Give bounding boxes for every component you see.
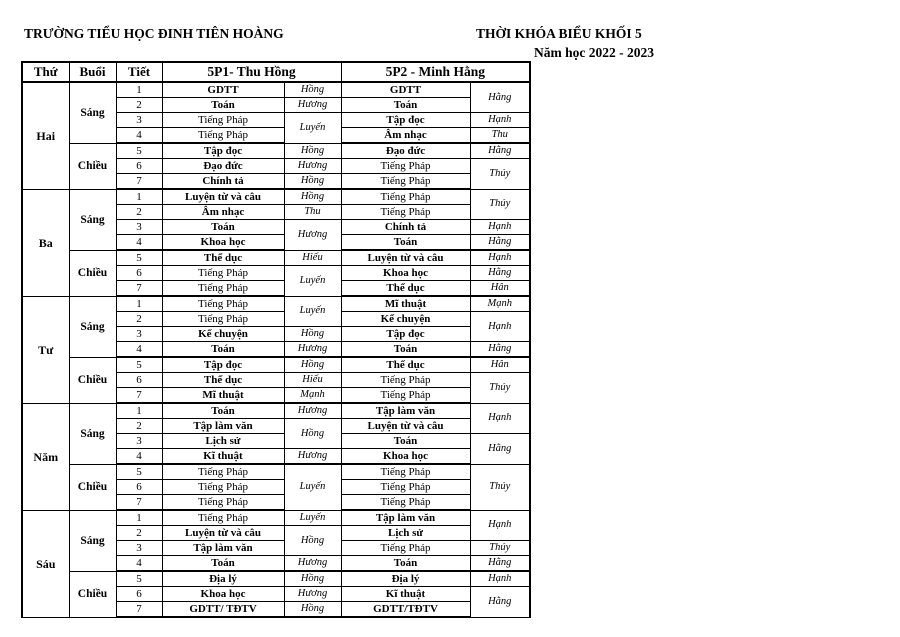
teacher-5p1: Hương xyxy=(284,449,341,465)
subject-5p2: Khoa học xyxy=(341,449,470,465)
teacher-5p2: Thúy xyxy=(470,159,530,190)
subject-5p2: Toán xyxy=(341,235,470,251)
teacher-5p2: Hằng xyxy=(470,82,530,113)
subject-5p2: GDTT/TĐTV xyxy=(341,602,470,618)
teacher-5p1: Hiếu xyxy=(284,373,341,388)
teacher-5p2: Thúy xyxy=(470,189,530,220)
period-number: 2 xyxy=(116,419,162,434)
period-number: 7 xyxy=(116,388,162,404)
subject-5p2: Lịch sử xyxy=(341,526,470,541)
subject-5p1: Thể dục xyxy=(162,373,284,388)
period-number: 2 xyxy=(116,98,162,113)
period-number: 5 xyxy=(116,464,162,480)
teacher-5p1: Hồng xyxy=(284,571,341,587)
subject-5p2: Tiếng Pháp xyxy=(341,174,470,190)
subject-5p2: Luyện từ và câu xyxy=(341,250,470,266)
subject-5p1: Đạo đức xyxy=(162,159,284,174)
timetable-body xyxy=(22,82,530,617)
teacher-5p2: Hạnh xyxy=(470,312,530,342)
teacher-5p2: Thúy xyxy=(470,541,530,556)
teacher-5p2: Hằng xyxy=(470,235,530,251)
period-number: 6 xyxy=(116,266,162,281)
subject-5p1: Tiếng Pháp xyxy=(162,480,284,495)
teacher-5p1: Hồng xyxy=(284,143,341,159)
session-name: Sáng xyxy=(69,82,116,143)
teacher-5p1: Hồng xyxy=(284,602,341,618)
subject-5p1: Âm nhạc xyxy=(162,205,284,220)
subject-5p1: Tiếng Pháp xyxy=(162,281,284,297)
subject-5p1: Toán xyxy=(162,403,284,419)
subject-5p2: Tiếng Pháp xyxy=(341,189,470,205)
subject-5p2: Âm nhạc xyxy=(341,128,470,144)
period-number: 5 xyxy=(116,571,162,587)
subject-5p2: Tiếng Pháp xyxy=(341,159,470,174)
period-number: 6 xyxy=(116,587,162,602)
col-header-day: Thứ xyxy=(22,62,69,82)
subject-5p1: Tập đọc xyxy=(162,143,284,159)
table-header-row xyxy=(22,62,530,82)
subject-5p2: Toán xyxy=(341,98,470,113)
subject-5p1: Địa lý xyxy=(162,571,284,587)
period-number: 3 xyxy=(116,541,162,556)
subject-5p1: Tiếng Pháp xyxy=(162,128,284,144)
subject-5p1: Mĩ thuật xyxy=(162,388,284,404)
teacher-5p2: Hằng xyxy=(470,434,530,465)
subject-5p1: Khoa học xyxy=(162,587,284,602)
subject-5p1: Tiếng Pháp xyxy=(162,113,284,128)
teacher-5p1: Hồng xyxy=(284,82,341,98)
subject-5p2: Tập đọc xyxy=(341,327,470,342)
subject-5p1: Tập làm văn xyxy=(162,541,284,556)
session-name: Chiều xyxy=(69,143,116,189)
period-number: 7 xyxy=(116,602,162,618)
subject-5p2: Toán xyxy=(341,434,470,449)
teacher-5p2: Hân xyxy=(470,281,530,297)
col-header-session: Buổi xyxy=(69,62,116,82)
period-number: 4 xyxy=(116,556,162,572)
period-number: 1 xyxy=(116,189,162,205)
period-number: 6 xyxy=(116,159,162,174)
teacher-5p1: Hồng xyxy=(284,189,341,205)
subject-5p1: Toán xyxy=(162,220,284,235)
day-name: Hai xyxy=(22,82,69,189)
teacher-5p1: Luyến xyxy=(284,266,341,297)
teacher-5p2: Hạnh xyxy=(470,250,530,266)
day-name: Tư xyxy=(22,296,69,403)
teacher-5p2: Thúy xyxy=(470,373,530,404)
teacher-5p2: Hạnh xyxy=(470,571,530,587)
period-number: 3 xyxy=(116,434,162,449)
subject-5p2: Tiếng Pháp xyxy=(341,205,470,220)
period-number: 2 xyxy=(116,205,162,220)
subject-5p2: Tập làm văn xyxy=(341,403,470,419)
period-number: 3 xyxy=(116,327,162,342)
period-number: 4 xyxy=(116,449,162,465)
subject-5p1: Tiếng Pháp xyxy=(162,464,284,480)
col-header-class-5p2: 5P2 - Minh Hằng xyxy=(341,62,530,82)
timetable-title: THỜI KHÓA BIỂU KHỐI 5 xyxy=(476,26,642,41)
teacher-5p1: Mạnh xyxy=(284,388,341,404)
teacher-5p1: Hồng xyxy=(284,419,341,449)
timetable xyxy=(21,61,531,618)
period-number: 6 xyxy=(116,373,162,388)
day-name: Sáu xyxy=(22,510,69,617)
teacher-5p2: Thu xyxy=(470,128,530,144)
subject-5p1: Tập đọc xyxy=(162,357,284,373)
period-number: 5 xyxy=(116,250,162,266)
period-number: 2 xyxy=(116,312,162,327)
teacher-5p2: Hằng xyxy=(470,143,530,159)
subject-5p2: Luyện từ và câu xyxy=(341,419,470,434)
session-name: Chiều xyxy=(69,357,116,403)
teacher-5p2: Hằng xyxy=(470,342,530,358)
subject-5p1: Chính tả xyxy=(162,174,284,190)
period-number: 3 xyxy=(116,220,162,235)
subject-5p2: Chính tả xyxy=(341,220,470,235)
teacher-5p2: Hằng xyxy=(470,587,530,618)
teacher-5p2: Hạnh xyxy=(470,510,530,541)
teacher-5p2: Hằng xyxy=(470,266,530,281)
session-name: Chiều xyxy=(69,571,116,617)
table-row xyxy=(22,571,530,587)
teacher-5p2: Hạnh xyxy=(470,113,530,128)
period-number: 1 xyxy=(116,82,162,98)
period-number: 4 xyxy=(116,342,162,358)
col-header-period: Tiết xyxy=(116,62,162,82)
teacher-5p2: Thúy xyxy=(470,464,530,510)
subject-5p1: Toán xyxy=(162,556,284,572)
subject-5p1: Khoa học xyxy=(162,235,284,251)
table-row xyxy=(22,510,530,526)
session-name: Chiều xyxy=(69,250,116,296)
session-name: Sáng xyxy=(69,403,116,464)
teacher-5p1: Thu xyxy=(284,205,341,220)
table-row xyxy=(22,464,530,480)
subject-5p1: Lịch sử xyxy=(162,434,284,449)
subject-5p2: Thể dục xyxy=(341,281,470,297)
teacher-5p1: Luyến xyxy=(284,296,341,327)
teacher-5p1: Luyến xyxy=(284,510,341,526)
period-number: 1 xyxy=(116,403,162,419)
subject-5p1: Tiếng Pháp xyxy=(162,296,284,312)
teacher-5p1: Hiếu xyxy=(284,250,341,266)
period-number: 6 xyxy=(116,480,162,495)
period-number: 7 xyxy=(116,495,162,511)
subject-5p2: Địa lý xyxy=(341,571,470,587)
subject-5p2: Khoa học xyxy=(341,266,470,281)
subject-5p2: GDTT xyxy=(341,82,470,98)
subject-5p1: Tiếng Pháp xyxy=(162,495,284,511)
table-row xyxy=(22,189,530,205)
subject-5p2: Tiếng Pháp xyxy=(341,541,470,556)
session-name: Chiều xyxy=(69,464,116,510)
subject-5p1: GDTT xyxy=(162,82,284,98)
teacher-5p1: Hồng xyxy=(284,174,341,190)
period-number: 4 xyxy=(116,128,162,144)
subject-5p1: Kể chuyện xyxy=(162,327,284,342)
subject-5p2: Tiếng Pháp xyxy=(341,373,470,388)
subject-5p2: Tập đọc xyxy=(341,113,470,128)
subject-5p2: Tập làm văn xyxy=(341,510,470,526)
subject-5p1: Toán xyxy=(162,342,284,358)
subject-5p1: Luyện từ và câu xyxy=(162,526,284,541)
table-row xyxy=(22,403,530,419)
subject-5p1: Tiếng Pháp xyxy=(162,312,284,327)
period-number: 5 xyxy=(116,143,162,159)
teacher-5p2: Mạnh xyxy=(470,296,530,312)
teacher-5p2: Hạnh xyxy=(470,403,530,434)
table-row xyxy=(22,357,530,373)
subject-5p2: Tiếng Pháp xyxy=(341,388,470,404)
subject-5p2: Kể chuyện xyxy=(341,312,470,327)
teacher-5p1: Hồng xyxy=(284,526,341,556)
teacher-5p1: Luyến xyxy=(284,113,341,144)
period-number: 4 xyxy=(116,235,162,251)
table-row xyxy=(22,143,530,159)
day-name: Ba xyxy=(22,189,69,296)
teacher-5p1: Hương xyxy=(284,342,341,358)
school-year: Năm học 2022 - 2023 xyxy=(534,45,654,60)
period-number: 2 xyxy=(116,526,162,541)
period-number: 7 xyxy=(116,281,162,297)
subject-5p1: Tiếng Pháp xyxy=(162,510,284,526)
subject-5p2: Toán xyxy=(341,342,470,358)
period-number: 1 xyxy=(116,510,162,526)
subject-5p2: Thể dục xyxy=(341,357,470,373)
teacher-5p1: Hồng xyxy=(284,357,341,373)
subject-5p2: Kĩ thuật xyxy=(341,587,470,602)
subject-5p1: GDTT/ TĐTV xyxy=(162,602,284,618)
session-name: Sáng xyxy=(69,510,116,571)
period-number: 5 xyxy=(116,357,162,373)
subject-5p2: Tiếng Pháp xyxy=(341,464,470,480)
table-row xyxy=(22,250,530,266)
session-name: Sáng xyxy=(69,296,116,357)
subject-5p1: Tiếng Pháp xyxy=(162,266,284,281)
day-name: Năm xyxy=(22,403,69,510)
teacher-5p1: Hương xyxy=(284,556,341,572)
teacher-5p2: Hạnh xyxy=(470,220,530,235)
period-number: 1 xyxy=(116,296,162,312)
subject-5p1: Toán xyxy=(162,98,284,113)
subject-5p2: Toán xyxy=(341,556,470,572)
subject-5p1: Kĩ thuật xyxy=(162,449,284,465)
session-name: Sáng xyxy=(69,189,116,250)
teacher-5p1: Luyến xyxy=(284,464,341,510)
period-number: 3 xyxy=(116,113,162,128)
school-name: TRƯỜNG TIỂU HỌC ĐINH TIÊN HOÀNG xyxy=(24,26,284,41)
table-row xyxy=(22,296,530,312)
subject-5p2: Đạo đức xyxy=(341,143,470,159)
table-row xyxy=(22,82,530,98)
teacher-5p2: Hân xyxy=(470,357,530,373)
teacher-5p2: Hằng xyxy=(470,556,530,572)
period-number: 7 xyxy=(116,174,162,190)
subject-5p1: Thể dục xyxy=(162,250,284,266)
subject-5p2: Tiếng Pháp xyxy=(341,495,470,511)
subject-5p1: Tập làm văn xyxy=(162,419,284,434)
teacher-5p1: Hồng xyxy=(284,327,341,342)
col-header-class-5p1: 5P1- Thu Hồng xyxy=(162,62,341,82)
teacher-5p1: Hương xyxy=(284,587,341,602)
subject-5p2: Mĩ thuật xyxy=(341,296,470,312)
subject-5p2: Tiếng Pháp xyxy=(341,480,470,495)
teacher-5p1: Hương xyxy=(284,159,341,174)
teacher-5p1: Hương xyxy=(284,403,341,419)
teacher-5p1: Hương xyxy=(284,220,341,251)
subject-5p1: Luyện từ và câu xyxy=(162,189,284,205)
teacher-5p1: Hương xyxy=(284,98,341,113)
